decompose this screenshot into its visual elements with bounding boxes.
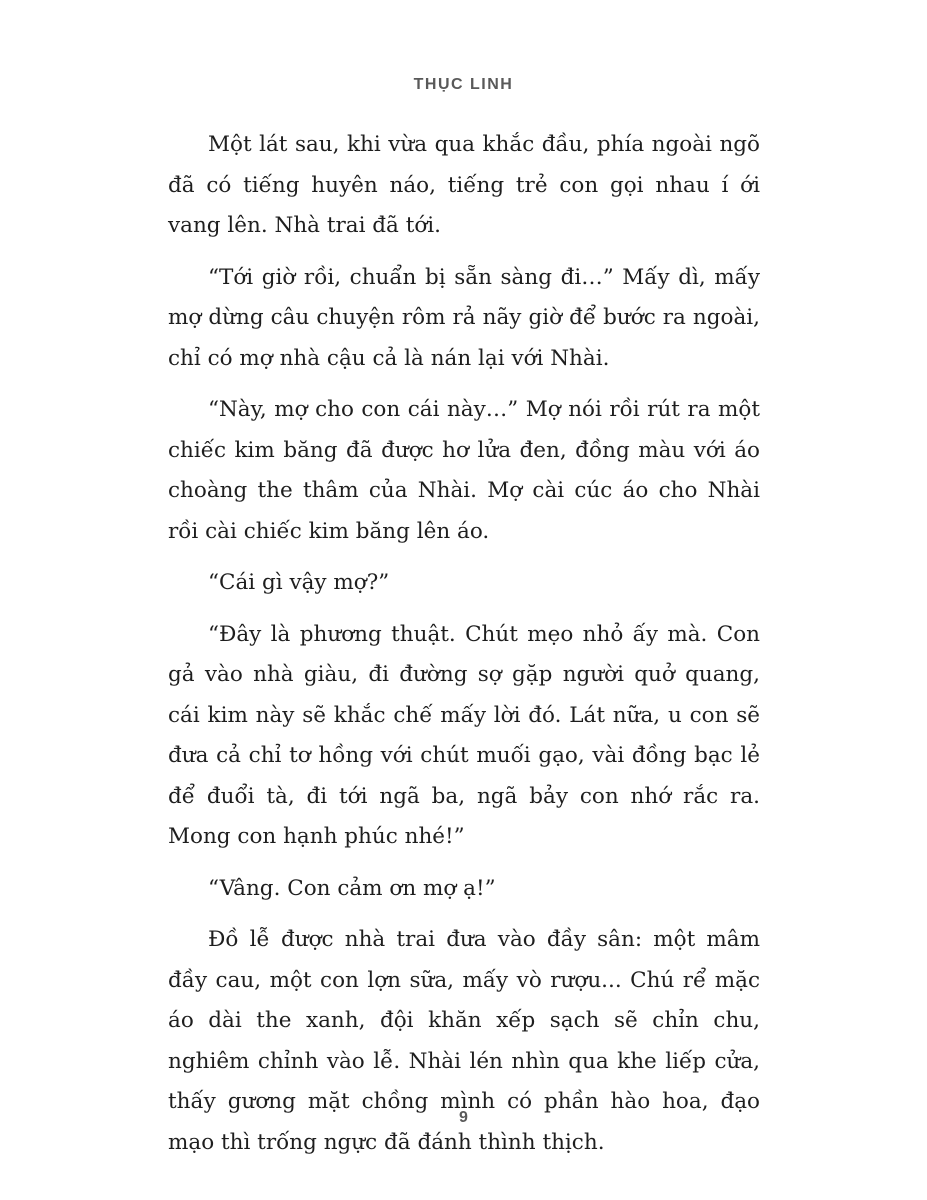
paragraph: “Vâng. Con cảm ơn mợ ạ!” bbox=[208, 875, 496, 901]
paragraph: Đồ lễ được nhà trai đưa vào đầy sân: một mâm đầy cau, một con lợn sữa, mấy vò rượu... Chú rể mặc áo dài the xanh, đội khăn xếp sạch sẽ chỉn chu, nghiêm chỉnh vào lễ. Nhài lén nhìn qua khe liếp cửa, thấy gương mặt chồng mình có phần hào hoa, đạo mạo thì trống ngực đã đánh thình thịch. bbox=[168, 927, 760, 1155]
page-number: 9 bbox=[459, 1109, 468, 1126]
paragraph: Một lát sau, khi vừa qua khắc đầu, phía ngoài ngõ đã có tiếng huyên náo, tiếng trẻ con gọi nhau í ới vang lên. Nhà trai đã tới. bbox=[168, 132, 760, 238]
body-text bbox=[168, 125, 760, 1174]
paragraph: “Cái gì vậy mợ?” bbox=[208, 570, 390, 595]
paragraph: “Tới giờ rồi, chuẩn bị sẵn sàng đi…” Mấy dì, mấy mợ dừng câu chuyện rôm rả nãy giờ để bước ra ngoài, chỉ có mợ nhà cậu cả là nán lại với Nhài. bbox=[168, 264, 760, 371]
paragraph: “Đây là phương thuật. Chút mẹo nhỏ ấy mà. Con gả vào nhà giàu, đi đường sợ gặp người quở quang, cái kim này sẽ khắc chế mấy lời đó. Lát nữa, u con sẽ đưa cả chỉ tơ hồng với chút muối gạo, vài đồng bạc lẻ để đuổi tà, đi tới ngã ba, ngã bảy con nhớ rắc ra. Mong con hạnh phúc nhé!” bbox=[168, 621, 760, 849]
paragraph: “Này, mợ cho con cái này…” Mợ nói rồi rút ra một chiếc kim băng đã được hơ lửa đen, đồng màu với áo choàng the thâm của Nhài. Mợ cài cúc áo cho Nhài rồi cài chiếc kim băng lên áo. bbox=[168, 397, 760, 544]
running-header: THỤC LINH bbox=[413, 76, 514, 93]
